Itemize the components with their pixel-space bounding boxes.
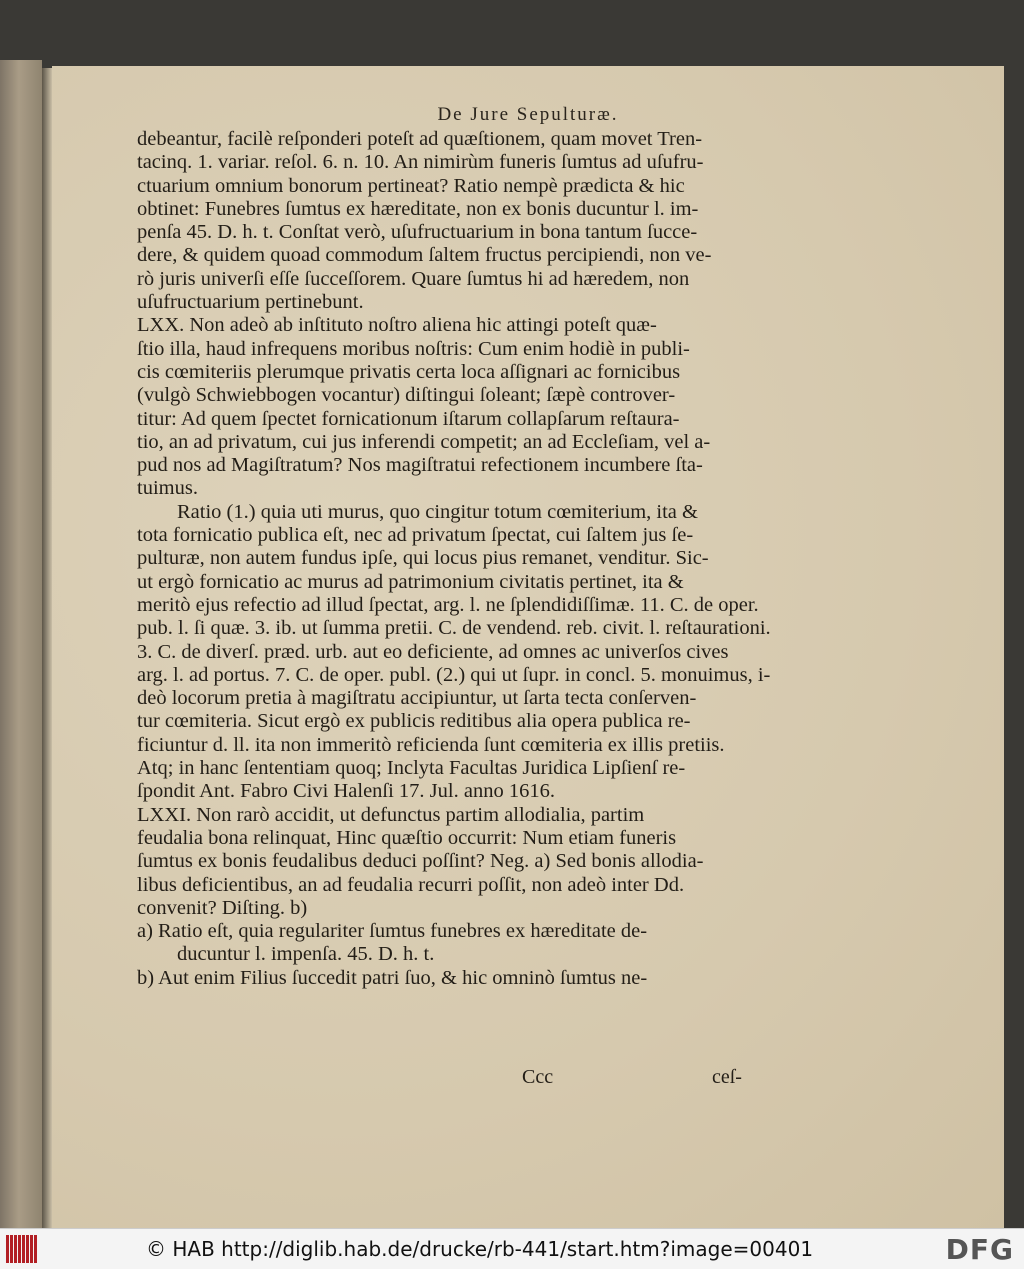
text-line: meritò ejus refectio ad illud ſpectat, arg. l. ne ſplendidiſſimæ. 11. C. de oper.: [137, 593, 759, 616]
text-line: uſufructuarium pertinebunt.: [137, 291, 364, 314]
text-line: titur: Ad quem ſpectet fornicationum iſtarum collapſarum reſtaura-: [137, 407, 680, 430]
text-line: debeantur, facilè reſponderi poteſt ad quæſtionem, quam movet Tren-: [137, 128, 703, 150]
text-line: rò juris univerſi eſſe ſucceſſorem. Quare ſumtus hi ad hæredem, non: [137, 267, 690, 290]
text-line: LXXI. Non rarò accidit, ut defunctus partim allodialia, partim: [137, 803, 645, 826]
text-line: ſtio illa, haud infrequens moribus noſtris: Cum enim hodiè in publi-: [137, 337, 690, 360]
viewer-footer: [0, 1228, 1024, 1269]
text-line: tacinq. 1. variar. reſol. 6. n. 10. An nimirùm funeris ſumtus ad uſufru-: [137, 151, 704, 174]
text-line: ſumtus ex bonis feudalibus deduci poſſint? Neg. a) Sed bonis allodia-: [137, 850, 704, 873]
text-line: tota fornicatio publica eſt, nec ad privatum ſpectat, cui ſaltem jus ſe-: [137, 524, 694, 547]
text-line: obtinet: Funebres ſumtus ex hæreditate, non ex bonis ducuntur l. im-: [137, 197, 699, 220]
text-line: libus deficientibus, an ad feudalia recurri poſſit, non adeò inter Dd.: [137, 873, 685, 896]
text-line: penſa 45. D. h. t. Conſtat verò, uſufructuarium in bona tantum ſucce-: [137, 221, 698, 244]
text-line: tuimus.: [137, 477, 198, 500]
copyright-link[interactable]: © HAB http://diglib.hab.de/drucke/rb-441/start.htm?image=00401: [146, 1237, 814, 1261]
text-line: a) Ratio eſt, quia regulariter ſumtus funebres ex hæreditate de-: [137, 920, 648, 943]
text-line: ctuarium omnium bonorum pertineat? Ratio nempè prædicta & hic: [137, 174, 685, 197]
text-line: Atq; in hanc ſententiam quoq; Inclyta Facultas Juridica Lipſienſ re-: [137, 757, 686, 780]
text-line: ficiuntur d. ll. ita non immeritò reficienda ſunt cœmiteria ex illis pretiis.: [137, 733, 725, 756]
text-line: pud nos ad Magiſtratum? Nos magiſtratui refectionem incumbere ſta-: [137, 454, 703, 477]
text-line: feudalia bona relinquat, Hinc quæſtio occurrit: Num etiam funeris: [137, 826, 677, 849]
catchword: ceſ-: [712, 1066, 742, 1088]
text-line: ſpondit Ant. Fabro Civi Halenſi 17. Jul. anno 1616.: [137, 780, 555, 803]
text-line: b) Aut enim Filius ſuccedit patri ſuo, & hic omninò ſumtus ne-: [137, 966, 648, 989]
text-line: pulturæ, non autem fundus ipſe, qui locus pius remanet, venditur. Sic-: [137, 547, 709, 570]
signature-mark: Ccc: [522, 1066, 554, 1088]
text-line: LXX. Non adeò ab inſtituto noſtro aliena hic attingi poteſt quæ-: [137, 314, 657, 337]
text-line: 3. C. de diverſ. præd. urb. aut eo deficiente, ad omnes ac univerſos cives: [137, 640, 729, 663]
text-line: tur cœmiteria. Sicut ergò ex publicis reditibus alia opera publica re-: [137, 710, 691, 733]
book-page: [52, 66, 1004, 1228]
page-text: [137, 128, 817, 990]
book-spine: [0, 60, 42, 1228]
running-head: De Jure Sepulturæ.: [437, 104, 619, 125]
text-line: dere, & quidem quoad commodum ſaltem fructus percipiendi, non ve-: [137, 244, 712, 267]
text-line: convenit? Diſting. b): [137, 896, 308, 919]
page-edge: [42, 68, 52, 1228]
text-line: deò locorum pretia à magiſtratu accipiuntur, ut ſarta tecta conſerven-: [137, 687, 697, 710]
text-line: ducuntur l. impenſa. 45. D. h. t.: [177, 943, 435, 966]
text-line: tio, an ad privatum, cui jus inferendi competit; an ad Eccleſiam, vel a-: [137, 430, 711, 453]
text-line: ut ergò fornicatio ac murus ad patrimonium civitatis pertinet, ita &: [137, 570, 684, 593]
text-line: arg. l. ad portus. 7. C. de oper. publ. (2.) qui ut ſupr. in concl. 5. monuimus, i-: [137, 663, 771, 686]
text-line: (vulgò Schwiebbogen vocantur) diſtingui ſoleant; ſæpè controver-: [137, 384, 676, 407]
text-line: cis cœmiteriis plerumque privatis certa loca aſſignari ac fornicibus: [137, 360, 681, 383]
text-line: pub. l. ſi quæ. 3. ib. ut ſumma pretii. C. de vendend. reb. civit. l. reſtaurationi.: [137, 617, 771, 640]
dfg-logo[interactable]: DFG: [945, 1233, 1014, 1266]
hab-logo-icon[interactable]: [6, 1235, 40, 1263]
text-line: Ratio (1.) quia uti murus, quo cingitur totum cœmiterium, ita &: [177, 500, 698, 523]
